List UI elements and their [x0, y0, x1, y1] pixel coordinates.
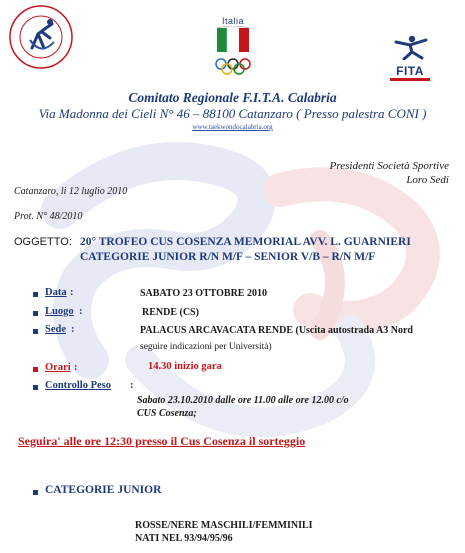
category-details: [135, 519, 313, 545]
bullet-orari: [33, 367, 38, 372]
value-data: SABATO 23 OTTOBRE 2010: [140, 288, 267, 299]
weigh-in-line2: CUS Cosenza;: [137, 408, 197, 419]
committee-seal-logo: [8, 4, 74, 70]
value-sede: PALACUS ARCAVACATA RENDE (Uscita autostrada A3 Nord: [140, 325, 413, 336]
bullet-categorie: [33, 490, 38, 495]
subject-label: OGGETTO:: [14, 236, 72, 248]
label-luogo: Luogo: [45, 306, 74, 317]
weigh-in-details: [137, 394, 349, 420]
weigh-in-line1: Sabato 23.10.2010 dalle ore 11.00 alle ore 12.00 c/o: [137, 395, 349, 406]
protocol-number: Prot. N° 48/2010: [14, 211, 83, 222]
subject-line1: 20° TROFEO CUS COSENZA MEMORIAL AVV. L. GUARNIERI: [80, 236, 411, 248]
sep-luogo: :: [79, 306, 83, 317]
date-line: Catanzaro, li 12 luglio 2010: [14, 186, 128, 197]
recipient-line1: Presidenti Società Sportive: [329, 160, 449, 172]
header-title: Comitato Regionale F.I.T.A. Calabria: [128, 90, 337, 105]
coni-logo-text: Italia: [221, 16, 244, 26]
recipient-line2: Loro Sedi: [406, 174, 449, 186]
category-line1: ROSSE/NERE MASCHILI/FEMMINILI: [135, 520, 313, 531]
category-line2: NATI NEL 93/94/95/96: [135, 533, 233, 544]
bullet-controllo-peso: [33, 385, 38, 390]
label-data: Data: [45, 287, 67, 298]
subject-body: [80, 235, 411, 265]
coni-logo: [205, 16, 261, 80]
sep-controllo-peso: :: [130, 380, 134, 391]
value-orari: 14.30 inizio gara: [148, 361, 222, 372]
sep-orari: :: [74, 362, 78, 373]
bullet-sede: [33, 329, 38, 334]
label-orari: Orari: [45, 362, 71, 373]
bullet-luogo: [33, 311, 38, 316]
subject-line2: CATEGORIE JUNIOR R/N M/F – SENIOR V/B – R/N M/F: [80, 251, 376, 263]
fita-logo-text: FITA: [390, 65, 430, 81]
sep-sede: :: [71, 324, 75, 335]
draw-notice: Seguira' alle ore 12:30 presso il Cus Cosenza il sorteggio: [18, 434, 306, 448]
category-heading: CATEGORIE JUNIOR: [45, 484, 162, 496]
label-sede: Sede: [45, 324, 66, 335]
value-sede-line2: seguire indicazioni per Università): [140, 342, 272, 352]
fita-logo: [390, 34, 438, 76]
website-link[interactable]: www.taekwondocalabria.org: [192, 123, 273, 131]
sep-data: :: [70, 287, 74, 298]
bullet-data: [33, 292, 38, 297]
label-controllo-peso: Controllo Peso: [45, 380, 112, 391]
value-luogo: RENDE (CS): [142, 307, 199, 318]
header-address: Via Madonna dei Cieli N° 46 – 88100 Catanzaro ( Presso palestra CONI ): [38, 106, 427, 121]
